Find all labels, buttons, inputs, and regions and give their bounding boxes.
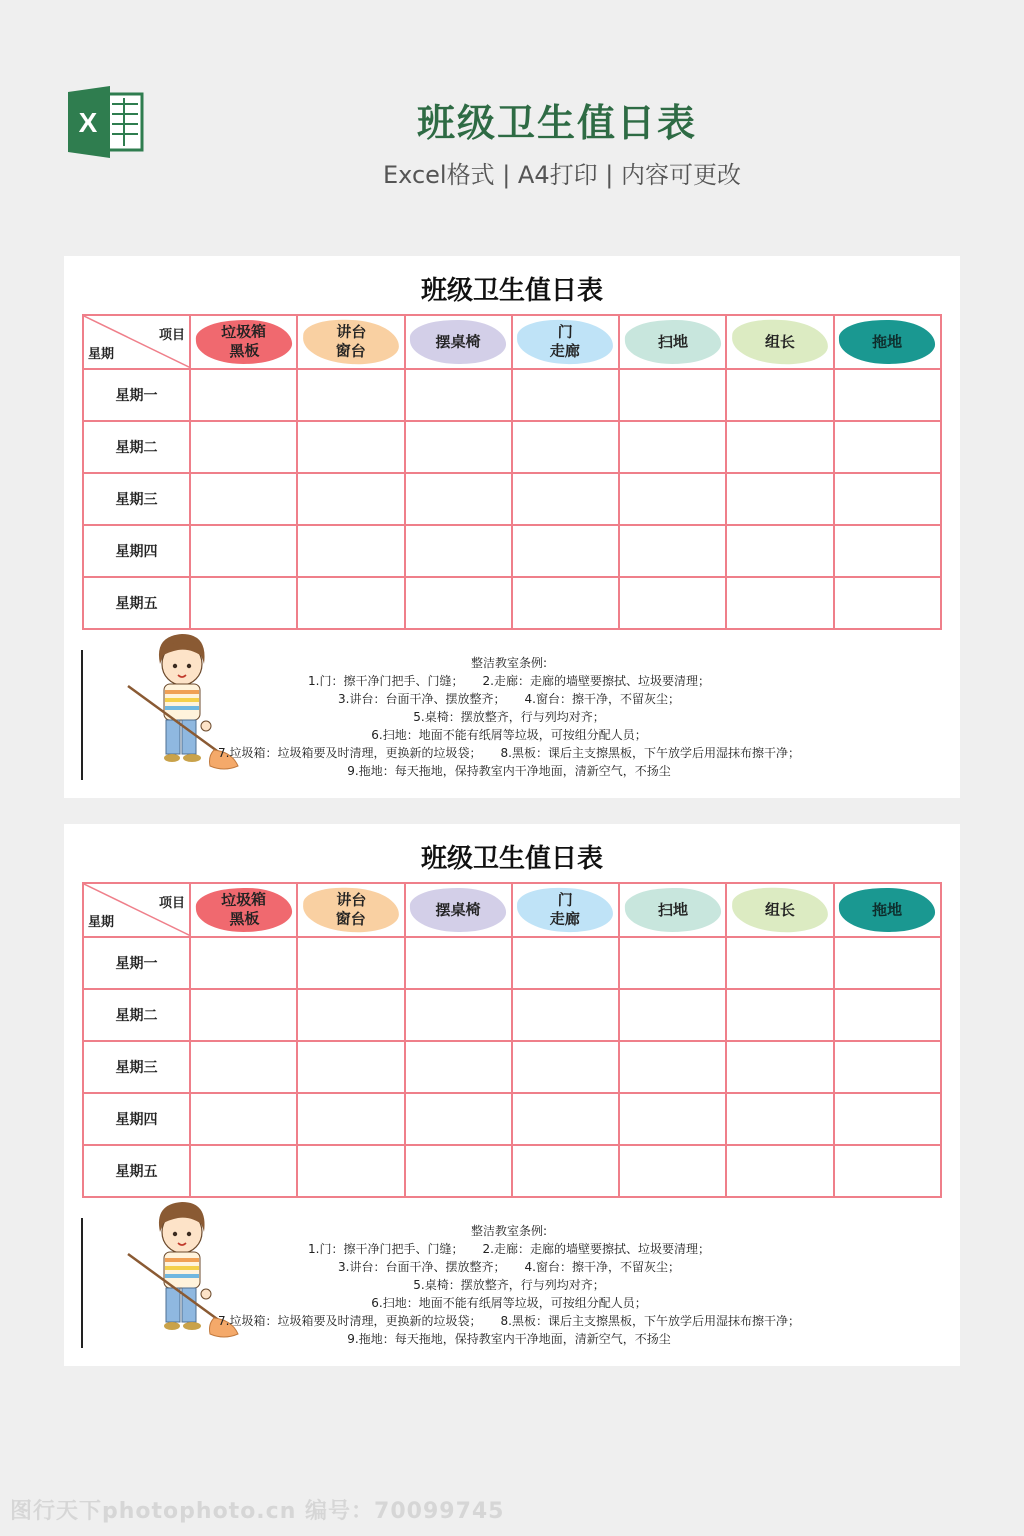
duty-cell[interactable] <box>834 989 941 1041</box>
day-label: 星期四 <box>83 525 190 577</box>
duty-cell[interactable] <box>726 577 833 629</box>
table-row <box>83 937 941 989</box>
page-title: 班级卫生值日表 <box>416 101 697 145</box>
column-header <box>619 315 726 369</box>
column-header <box>190 315 297 369</box>
table-row <box>83 1145 941 1197</box>
duty-cell[interactable] <box>726 1093 833 1145</box>
rules-bar <box>81 650 83 780</box>
column-label-line1: 扫地 <box>657 899 689 920</box>
rule-line: 整洁教室条例: <box>470 656 548 670</box>
duty-cell[interactable] <box>190 577 297 629</box>
duty-cell[interactable] <box>726 369 833 421</box>
table-row <box>83 577 941 629</box>
column-header <box>726 315 833 369</box>
duty-sheet-2 <box>64 824 960 1366</box>
duty-cell[interactable] <box>297 937 404 989</box>
duty-cell[interactable] <box>619 421 726 473</box>
column-label-line2: 走廊 <box>550 341 581 361</box>
table-row <box>83 989 941 1041</box>
brush-label <box>731 318 828 365</box>
duty-cell[interactable] <box>726 989 833 1041</box>
brush-label <box>517 887 614 933</box>
column-label-line1: 摆桌椅 <box>435 332 481 351</box>
duty-cell[interactable] <box>405 525 512 577</box>
duty-cell[interactable] <box>297 525 404 577</box>
day-label: 星期五 <box>83 1145 190 1197</box>
sheet-title: 班级卫生值日表 <box>420 276 603 306</box>
brush-label <box>839 319 936 365</box>
duty-cell[interactable] <box>405 937 512 989</box>
corner-week-label: 星期 <box>88 915 115 930</box>
duty-cell[interactable] <box>297 473 404 525</box>
column-label-line1: 组长 <box>764 331 796 352</box>
duty-cell[interactable] <box>619 989 726 1041</box>
duty-cell[interactable] <box>726 525 833 577</box>
column-label-line1: 门 <box>557 890 574 910</box>
rule-line: 6.扫地：地面不能有纸屑等垃圾，可按组分配人员； <box>371 728 647 742</box>
duty-cell[interactable] <box>190 1093 297 1145</box>
rule-line: 5.桌椅：摆放整齐，行与列均对齐； <box>413 710 605 724</box>
column-label-line2: 黑板 <box>228 909 260 929</box>
day-label: 星期二 <box>83 421 190 473</box>
duty-cell[interactable] <box>405 1041 512 1093</box>
column-label-line2: 走廊 <box>550 909 581 929</box>
brush-label <box>731 886 828 933</box>
corner-week-label: 星期 <box>88 347 115 362</box>
rule-line: 9.拖地：每天拖地，保持教室内干净地面，清新空气，不扬尘 <box>347 764 671 778</box>
header-row <box>83 883 941 937</box>
svg-text:X: X <box>78 107 98 138</box>
duty-cell[interactable] <box>619 473 726 525</box>
column-header <box>619 883 726 937</box>
column-label-line2: 窗台 <box>335 909 366 929</box>
duty-cell[interactable] <box>405 1145 512 1197</box>
duty-cell[interactable] <box>834 369 941 421</box>
day-label: 星期四 <box>83 1093 190 1145</box>
rule-line: 7.垃圾箱：垃圾箱要及时清理，更换新的垃圾袋； 8.黑板：课后主支擦黑板，下午放学后用湿抹布擦干净； <box>218 746 800 760</box>
duty-cell[interactable] <box>190 473 297 525</box>
duty-cell[interactable] <box>190 937 297 989</box>
duty-cell[interactable] <box>619 525 726 577</box>
brush-label <box>517 319 614 365</box>
duty-cell[interactable] <box>512 1093 619 1145</box>
duty-cell[interactable] <box>297 577 404 629</box>
column-label-line2: 窗台 <box>335 341 366 361</box>
duty-cell[interactable] <box>297 1145 404 1197</box>
table-row <box>83 1093 941 1145</box>
rule-line: 1.门：擦干净门把手、门缝； 2.走廊：走廊的墙壁要擦拭、垃圾要清理； <box>308 1242 710 1256</box>
rules-text <box>184 1222 834 1348</box>
sheet-title: 班级卫生值日表 <box>420 844 603 874</box>
duty-cell[interactable] <box>512 1041 619 1093</box>
duty-cell[interactable] <box>190 989 297 1041</box>
duty-sheet-1 <box>64 256 960 798</box>
column-header <box>512 315 619 369</box>
brush-label <box>195 886 292 933</box>
duty-cell[interactable] <box>405 369 512 421</box>
duty-cell[interactable] <box>619 1041 726 1093</box>
duty-cell[interactable] <box>619 577 726 629</box>
table-row <box>83 1041 941 1093</box>
brush-label <box>195 318 292 365</box>
duty-cell[interactable] <box>834 937 941 989</box>
column-label-line1: 讲台 <box>335 890 367 910</box>
table-row <box>83 369 941 421</box>
rule-line: 6.扫地：地面不能有纸屑等垃圾，可按组分配人员； <box>371 1296 647 1310</box>
page-subtitle: Excel格式 | A4打印 | 内容可更改 <box>383 161 741 189</box>
column-label-line1: 门 <box>557 322 574 342</box>
column-label-line1: 组长 <box>764 899 796 920</box>
duty-cell[interactable] <box>619 937 726 989</box>
duty-cell[interactable] <box>726 1041 833 1093</box>
column-header <box>834 315 941 369</box>
column-label-line1: 拖地 <box>872 900 903 919</box>
column-label-line1: 扫地 <box>657 331 689 352</box>
rule-line: 3.讲台：台面干净、摆放整齐； 4.窗台：擦干净，不留灰尘； <box>338 1260 680 1274</box>
rule-line: 1.门：擦干净门把手、门缝； 2.走廊：走廊的墙壁要擦拭、垃圾要清理； <box>308 674 710 688</box>
brush-label <box>302 318 399 365</box>
day-label: 星期一 <box>83 937 190 989</box>
brush-label <box>302 886 399 933</box>
duty-cell[interactable] <box>834 577 941 629</box>
duty-cell[interactable] <box>512 525 619 577</box>
column-header <box>297 315 404 369</box>
table-row <box>83 421 941 473</box>
duty-cell[interactable] <box>190 1041 297 1093</box>
column-label-line1: 垃圾箱 <box>220 890 267 910</box>
rule-line: 7.垃圾箱：垃圾箱要及时清理，更换新的垃圾袋； 8.黑板：课后主支擦黑板，下午放学后用湿抹布擦干净； <box>218 1314 800 1328</box>
duty-cell[interactable] <box>405 421 512 473</box>
column-header <box>726 883 833 937</box>
column-label-line1: 摆桌椅 <box>435 900 481 919</box>
duty-cell[interactable] <box>512 937 619 989</box>
column-header <box>297 883 404 937</box>
duty-cell[interactable] <box>512 989 619 1041</box>
column-header <box>405 883 512 937</box>
rule-line: 5.桌椅：摆放整齐，行与列均对齐； <box>413 1278 605 1292</box>
brush-label <box>839 887 936 933</box>
rule-line: 3.讲台：台面干净、摆放整齐； 4.窗台：擦干净，不留灰尘； <box>338 692 680 706</box>
duty-cell[interactable] <box>405 577 512 629</box>
duty-cell[interactable] <box>726 473 833 525</box>
day-label: 星期一 <box>83 369 190 421</box>
rule-line: 整洁教室条例: <box>470 1224 548 1238</box>
duty-cell[interactable] <box>190 421 297 473</box>
duty-cell[interactable] <box>726 937 833 989</box>
brush-label <box>410 319 507 365</box>
duty-cell[interactable] <box>512 473 619 525</box>
column-label-line1: 讲台 <box>335 322 367 342</box>
column-header <box>512 883 619 937</box>
duty-cell[interactable] <box>297 369 404 421</box>
duty-cell[interactable] <box>834 1041 941 1093</box>
column-header <box>834 883 941 937</box>
duty-cell[interactable] <box>405 1093 512 1145</box>
column-header <box>405 315 512 369</box>
duty-cell[interactable] <box>405 989 512 1041</box>
rules-text <box>184 654 834 780</box>
duty-cell[interactable] <box>190 369 297 421</box>
brush-label <box>410 887 507 933</box>
duty-cell[interactable] <box>297 989 404 1041</box>
corner-item-label: 项目 <box>158 328 185 343</box>
column-label-line1: 垃圾箱 <box>220 322 267 342</box>
duty-cell[interactable] <box>512 577 619 629</box>
table-row <box>83 525 941 577</box>
day-label: 星期三 <box>83 473 190 525</box>
duty-cell[interactable] <box>512 369 619 421</box>
corner-cell <box>83 315 190 369</box>
day-label: 星期五 <box>83 577 190 629</box>
corner-cell <box>83 883 190 937</box>
brush-label <box>624 318 721 365</box>
duty-table <box>82 882 942 1198</box>
duty-cell[interactable] <box>297 1093 404 1145</box>
day-label: 星期二 <box>83 989 190 1041</box>
duty-cell[interactable] <box>405 473 512 525</box>
header-row <box>83 315 941 369</box>
column-label-line1: 拖地 <box>872 332 903 351</box>
duty-cell[interactable] <box>297 421 404 473</box>
watermark: 图行天下photophoto.cn 编号：70099745 <box>10 1499 505 1524</box>
duty-cell[interactable] <box>190 1145 297 1197</box>
duty-cell[interactable] <box>190 525 297 577</box>
duty-cell[interactable] <box>726 421 833 473</box>
page-header <box>0 0 1024 230</box>
rules-bar <box>81 1218 83 1348</box>
duty-cell[interactable] <box>512 421 619 473</box>
column-label-line2: 黑板 <box>228 341 260 361</box>
rule-line: 9.拖地：每天拖地，保持教室内干净地面，清新空气，不扬尘 <box>347 1332 671 1346</box>
duty-cell[interactable] <box>834 421 941 473</box>
duty-cell[interactable] <box>619 1093 726 1145</box>
duty-cell[interactable] <box>297 1041 404 1093</box>
corner-item-label: 项目 <box>158 896 185 911</box>
duty-cell[interactable] <box>512 1145 619 1197</box>
column-header <box>190 883 297 937</box>
duty-cell[interactable] <box>834 1145 941 1197</box>
duty-cell[interactable] <box>834 1093 941 1145</box>
duty-cell[interactable] <box>619 369 726 421</box>
duty-table <box>82 314 942 630</box>
duty-cell[interactable] <box>834 525 941 577</box>
duty-cell[interactable] <box>834 473 941 525</box>
table-row <box>83 473 941 525</box>
brush-label <box>624 886 721 933</box>
duty-cell[interactable] <box>726 1145 833 1197</box>
day-label: 星期三 <box>83 1041 190 1093</box>
duty-cell[interactable] <box>619 1145 726 1197</box>
